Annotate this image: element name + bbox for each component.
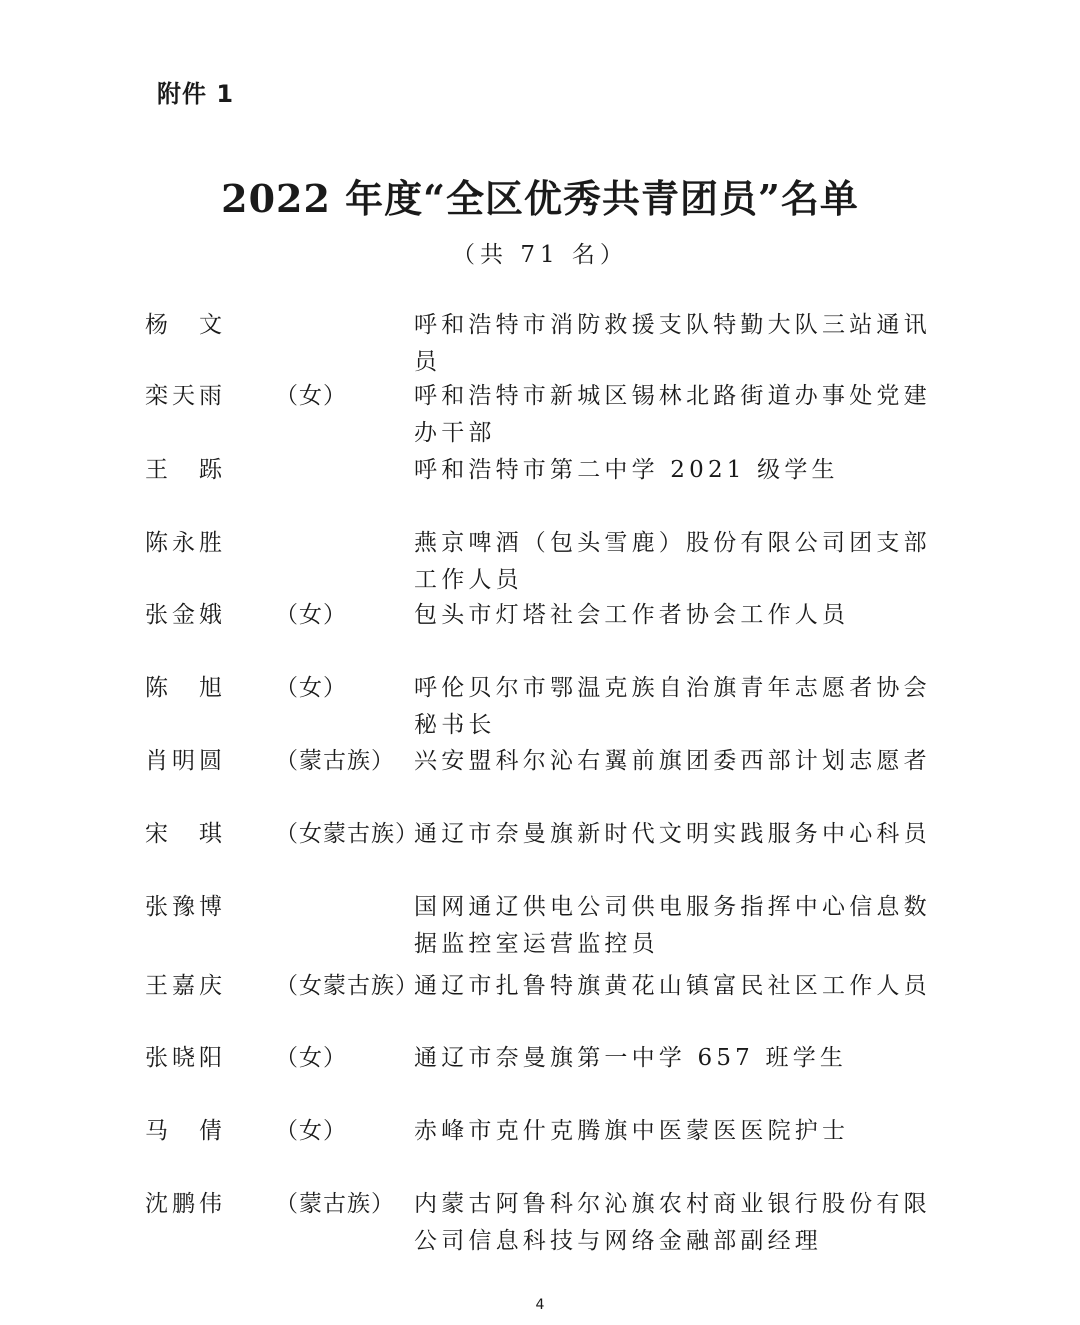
member-name: 陈永胜 — [145, 530, 226, 556]
document-subtitle: （共 71 名） — [452, 242, 628, 268]
member-note: （女） — [275, 1045, 347, 1071]
member-note: （女） — [275, 1118, 347, 1144]
member-unit: 兴安盟科尔沁右翼前旗团委西部计划志愿者 — [414, 748, 931, 774]
page-number: 4 — [535, 1297, 545, 1313]
member-name: 马 倩 — [145, 1118, 226, 1144]
member-name: 陈 旭 — [145, 675, 226, 701]
member-unit: 赤峰市克什克腾旗中医蒙医医院护士 — [414, 1118, 850, 1144]
member-name: 张豫博 — [145, 894, 226, 920]
document-title: 2022 年度“全区优秀共青团员”名单 — [221, 176, 859, 221]
member-unit: 呼伦贝尔市鄂温克族自治旗青年志愿者协会秘书长 — [414, 675, 931, 738]
member-unit: 通辽市扎鲁特旗黄花山镇富民社区工作人员 — [414, 973, 931, 999]
member-unit: 呼和浩特市消防救援支队特勤大队三站通讯员 — [414, 312, 931, 375]
member-name: 栾天雨 — [145, 383, 226, 409]
member-name: 张金娥 — [145, 602, 226, 628]
member-unit: 国网通辽供电公司供电服务指挥中心信息数据监控室运营监控员 — [414, 894, 931, 957]
member-name: 杨 文 — [145, 312, 226, 338]
member-unit: 呼和浩特市第二中学 2021 级学生 — [414, 457, 839, 483]
member-note: （女） — [275, 675, 347, 701]
member-note: （蒙古族） — [275, 1191, 395, 1217]
member-name: 王嘉庆 — [145, 973, 226, 999]
member-name: 张晓阳 — [145, 1045, 226, 1071]
member-name: 王 跞 — [145, 457, 226, 483]
member-note: （女蒙古族） — [275, 821, 419, 847]
member-unit: 呼和浩特市新城区锡林北路街道办事处党建办干部 — [414, 383, 931, 446]
member-name: 宋 琪 — [145, 821, 226, 847]
member-name: 肖明圆 — [145, 748, 226, 774]
member-unit: 通辽市奈曼旗新时代文明实践服务中心科员 — [414, 821, 931, 847]
member-name: 沈鹏伟 — [145, 1191, 226, 1217]
member-unit: 通辽市奈曼旗第一中学 657 班学生 — [414, 1045, 848, 1071]
member-note: （蒙古族） — [275, 748, 395, 774]
member-unit: 内蒙古阿鲁科尔沁旗农村商业银行股份有限公司信息科技与网络金融部副经理 — [414, 1191, 931, 1254]
member-unit: 包头市灯塔社会工作者协会工作人员 — [414, 602, 850, 628]
member-note: （女） — [275, 383, 347, 409]
member-note: （女蒙古族） — [275, 973, 419, 999]
member-note: （女） — [275, 602, 347, 628]
member-unit: 燕京啤酒（包头雪鹿）股份有限公司团支部工作人员 — [414, 530, 931, 593]
attachment-label: 附件 1 — [157, 80, 235, 108]
